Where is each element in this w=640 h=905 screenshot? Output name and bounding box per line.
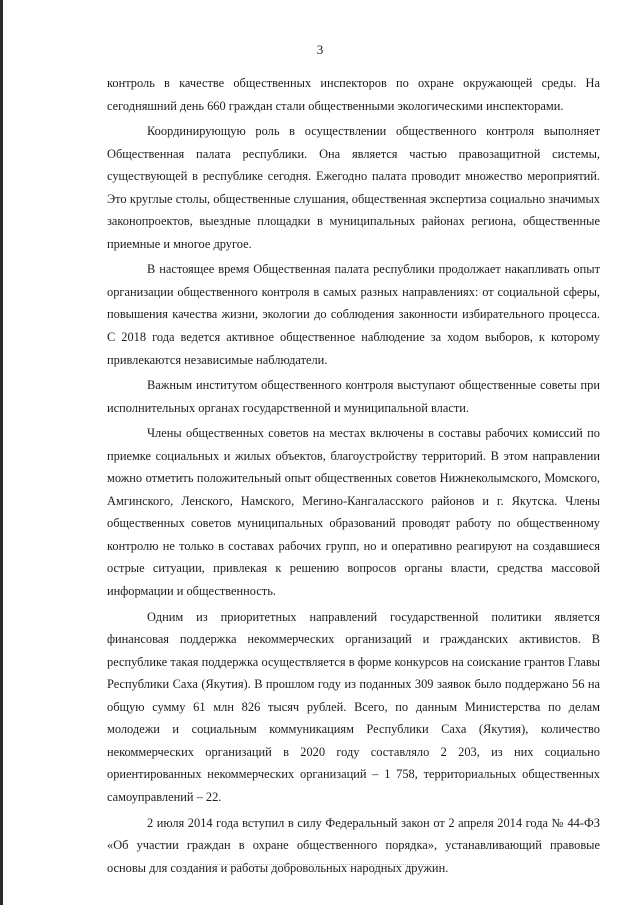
scan-edge <box>0 0 3 905</box>
paragraph-public-chamber: Координирующую роль в осуществлении общественного контроля выполняет Общественная палата республики. Она является частью правозащитной системы, существующей в республике сегодня. Ежегодно палата проводит множество мероприятий. Это круглые столы, общественные слушания, общественная экспертиза социально значимых законопроектов, выездные площадки в муниципальных районах региона, общественные приемные и многое другое. <box>107 124 600 251</box>
paragraph-public-councils: Важным институтом общественного контроля выступают общественные советы при исполнительных органах государственной и муниципальной власти. <box>107 378 600 415</box>
paragraph-nko-support: Одним из приоритетных направлений государственной политики является финансовая поддержка некоммерческих организаций и гражданских активистов. В республике такая поддержка осуществляется в форме конкурсов на соискание грантов Главы Республики Саха (Якутия). В прошлом году из поданных 309 заявок было поддержано 56 на общую сумму 61 млн 826 тысяч рублей. Всего, по данным Министерства по делам молодежи и социальным коммуникациям Республики Саха (Якутия), количество некоммерческих организаций в 2020 году составляло 2 203, из них социально ориентированных некоммерческих организаций – 1 758, территориальных общественных самоуправлений – 22. <box>107 609 600 804</box>
paragraph-federal-law: 2 июля 2014 года вступил в силу Федеральный закон от 2 апреля 2014 года № 44-ФЗ «Об участии граждан в охране общественного порядка», устанавливающий правовые основы для создания и работы добровольных народных дружин. <box>107 815 600 875</box>
footer-rule <box>200 864 440 865</box>
paragraph-control-experience: В настоящее время Общественная палата республики продолжает накапливать опыт организации общественного контроля в самых разных направлениях: от социальной сферы, повышения качества жизни, экологии до соблюдения законности избирательного процесса. С 2018 года ведется активное общественное наблюдение за ходом выборов, к которому привлекаются независимые наблюдатели. <box>107 262 600 367</box>
paragraph-council-members: Члены общественных советов на местах включены в составы рабочих комиссий по приемке социальных и жилых объектов, благоустройству территорий. В этом направлении можно отметить положительный опыт общественных советов Нижнеколымского, Момского, Амгинского, Ленского, Намского, Мегино-Кангаласского районов и г. Якутска. Члены общественных советов муниципальных образований проводят работу по общественному контролю не только в составах рабочих групп, но и оперативно реагируют на создавшиеся острые ситуации, привлекая к решению вопросов органы власти, средства массовой информации и общественность. <box>107 426 600 599</box>
page-number: 3 <box>316 42 324 57</box>
paragraph-1-continuation: контроль в качестве общественных инспекторов по охране окружающей среды. На сегодняшний день 660 граждан стали общественными экологическими инспекторами. <box>107 76 600 113</box>
document-body <box>107 72 600 879</box>
